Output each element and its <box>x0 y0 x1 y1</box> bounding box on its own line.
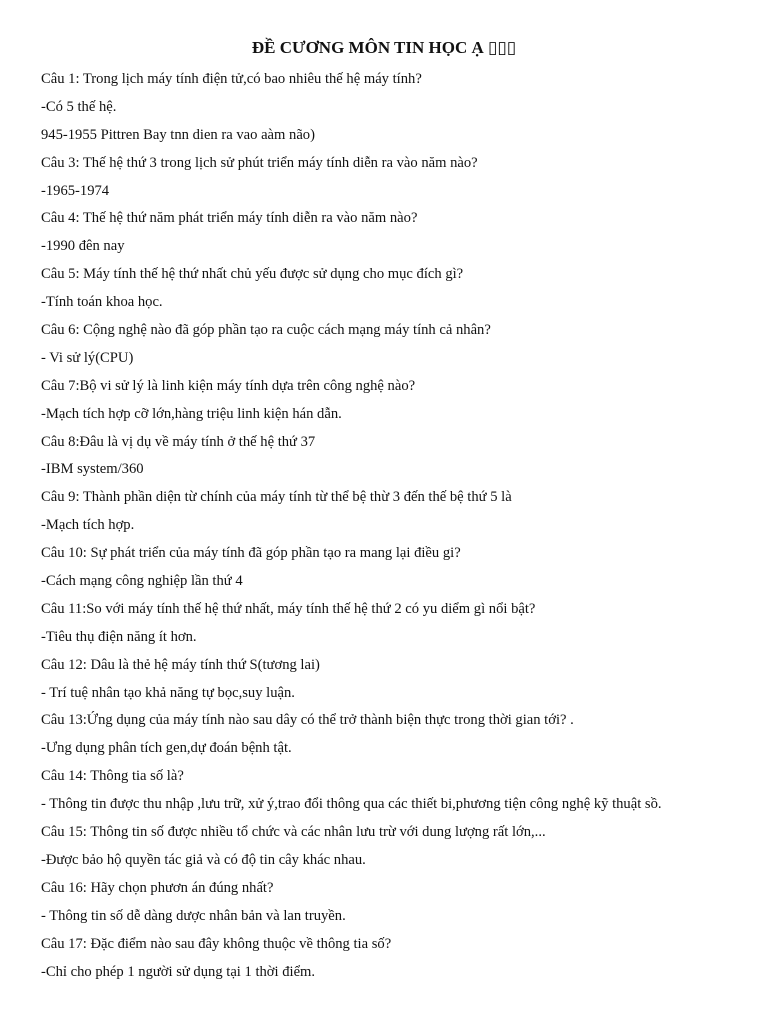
question-line: Câu 10: Sự phát triển của máy tính đã góp phần tạo ra mang lại điều gi? <box>41 545 461 562</box>
question-line: Câu 14: Thông tia số là? <box>41 768 184 785</box>
answer-line: -Mạch tích hợp. <box>41 517 135 534</box>
question-line: Câu 13:Ứng dụng của máy tính nào sau dây có thể trở thành biện thực trong thời gian tới? . <box>41 712 574 729</box>
answer-line: -1965-1974 <box>41 182 110 199</box>
question-line: Câu 4: Thế hệ thứ năm phát triển máy tính diễn ra vào năm nào? <box>41 210 418 227</box>
question-line: Câu 7:Bộ vi sử lý là linh kiện máy tính dựa trên công nghệ nào? <box>41 377 416 394</box>
question-line: Câu 6: Cộng nghệ nào đã góp phần tạo ra cuộc cách mạng máy tính cả nhân? <box>41 322 491 339</box>
answer-line: -Có 5 thế hệ. <box>41 98 117 115</box>
question-line: Câu 12: Dâu là thẻ hệ máy tính thứ S(tương lai) <box>41 656 320 673</box>
answer-line: -Tiêu thụ điện năng ít hơn. <box>41 628 197 645</box>
question-line: Câu 17: Đặc điểm nào sau đây không thuộc về thông tia số? <box>41 935 392 952</box>
answer-line: -Ưng dụng phân tích gen,dự đoán bệnh tật. <box>41 740 292 757</box>
question-line: Câu 15: Thông tin số được nhiều tổ chức và các nhân lưu trừ với dung lượng rất lớn,... <box>41 824 546 841</box>
document-title: ĐỀ CƯƠNG MÔN TIN HỌC Ạ ▯▯▯ <box>251 38 517 57</box>
question-line: Câu 3: Thế hệ thứ 3 trong lịch sử phút triển máy tính diễn ra vào năm nào? <box>41 154 478 171</box>
question-line: Câu 16: Hãy chọn phươn án đúng nhất? <box>41 879 274 896</box>
question-line: Câu 5: Máy tính thế hệ thứ nhất chủ yếu được sử dụng cho mục đích gì? <box>41 266 464 283</box>
answer-line: -Mạch tích hợp cỡ lớn,hàng triệu linh kiện hán dẫn. <box>41 405 342 422</box>
answer-line: -Tính toán khoa học. <box>41 294 163 311</box>
question-line: Câu 8:Đâu là vị dụ về máy tính ở thế hệ thứ 37 <box>41 433 316 450</box>
question-line: Câu 9: Thành phần diện từ chính của máy tính từ thể bệ thừ 3 đến thế bệ thứ 5 là <box>41 489 512 506</box>
answer-line: -Cách mạng công nghiệp lần thứ 4 <box>41 573 243 590</box>
answer-line: -1990 đên nay <box>41 238 125 255</box>
answer-line: -IBM system/360 <box>41 461 144 478</box>
question-line: Câu 11:So với máy tính thế hệ thứ nhất, máy tính thế hệ thứ 2 có yu diểm gì nổi bật? <box>41 600 536 617</box>
question-line: Câu 1: Trong lịch máy tính điện tử,có bao nhiêu thế hệ máy tính? <box>41 71 422 87</box>
answer-line: - Thông tin được thu nhập ,lưu trữ, xử ý,trao đổi thông qua các thiết bi,phương tiện công nghệ kỹ thuật sồ. <box>41 796 662 813</box>
answer-line: - Thông tin số dễ dàng dược nhân bản và lan truyền. <box>41 907 346 924</box>
answer-line: - Trí tuệ nhân tạo khả năng tự bọc,suy luận. <box>41 684 295 701</box>
answer-line: 945-1955 Pittren Bay tnn dien ra vao aàm não) <box>41 126 315 143</box>
document-body <box>41 66 756 986</box>
answer-line: -Được bảo hộ quyền tác giả và có độ tin cây khác nhau. <box>41 851 366 868</box>
answer-line: - Vi sử lý(CPU) <box>41 349 134 366</box>
answer-line: -Chỉ cho phép 1 người sử dụng tại 1 thời điểm. <box>41 963 316 980</box>
